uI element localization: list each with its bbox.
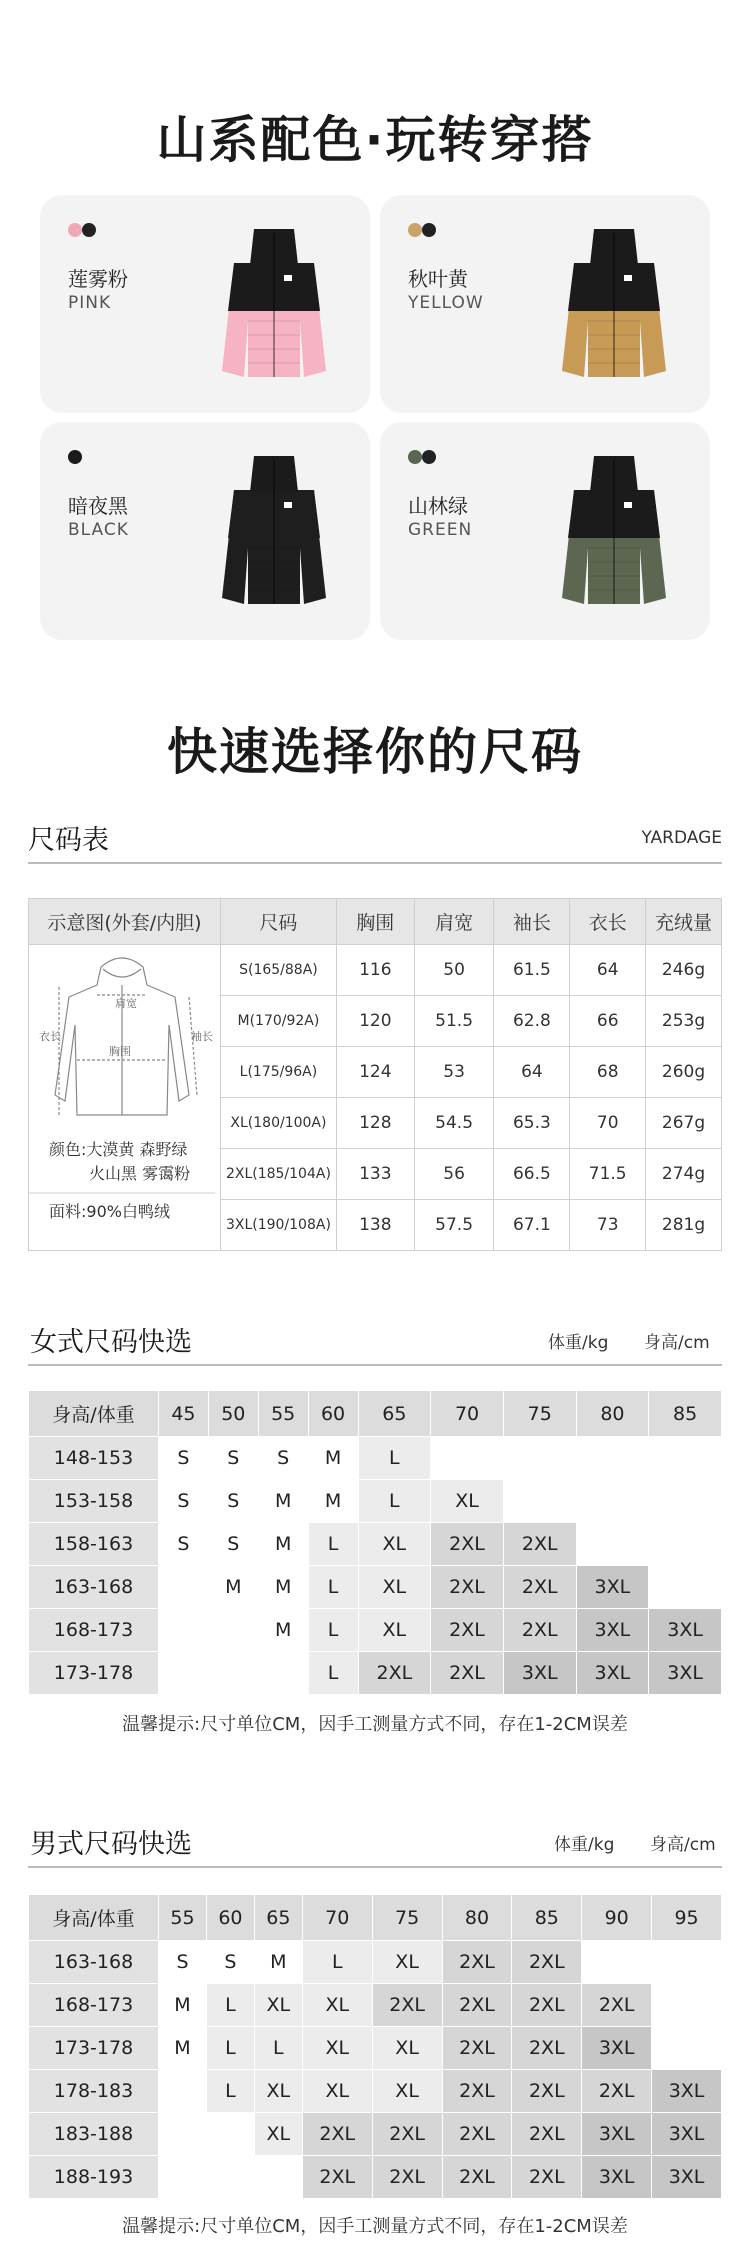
color-name-cn: 莲雾粉: [68, 267, 128, 291]
size-recommendation-cell: 2XL: [582, 2070, 652, 2113]
size-recommendation-cell: XL: [431, 1480, 504, 1523]
table-row: [29, 2070, 722, 2113]
size-recommendation-cell: 2XL: [442, 2027, 512, 2070]
length-cell: 66: [570, 996, 646, 1047]
header-sleeve: 袖长: [494, 899, 570, 945]
size-recommendation-cell: 2XL: [512, 1941, 582, 1984]
women-heading: 女式尺码快选: [30, 1327, 192, 1358]
chest-cell: 138: [336, 1200, 414, 1251]
size-recommendation-cell: XL: [372, 2070, 442, 2113]
swatch-dot-secondary: [82, 223, 96, 237]
label-length: 衣长: [39, 1030, 61, 1043]
size-recommendation-cell: 2XL: [358, 1652, 431, 1695]
color-card-yellow[interactable]: [380, 195, 710, 413]
size-cell: 2XL(185/104A): [220, 1149, 336, 1200]
size-recommendation-cell: XL: [254, 1984, 302, 2027]
men-tip: 温馨提示:尺寸单位CM，因手工测量方式不同，存在1-2CM误差: [122, 2216, 628, 2237]
size-recommendation-cell: XL: [358, 1566, 431, 1609]
swatch-dot-primary: [408, 223, 422, 237]
size-recommendation-cell: 3XL: [582, 2156, 652, 2199]
women-tip: 温馨提示:尺寸单位CM，因手工测量方式不同，存在1-2CM误差: [122, 1714, 628, 1735]
weight-header: 60: [206, 1895, 254, 1941]
men-size-table: [28, 1894, 722, 2199]
size-recommendation-cell: XL: [358, 1609, 431, 1652]
women-size-table: [28, 1390, 722, 1695]
puffer-jacket-image: [544, 448, 684, 608]
chest-cell: 120: [336, 996, 414, 1047]
color-card-green[interactable]: [380, 422, 710, 640]
size-recommendation-cell: 2XL: [302, 2156, 372, 2199]
height-range-cell: 183-188: [29, 2113, 159, 2156]
shoulder-cell: 50: [414, 945, 494, 996]
size-recommendation-cell: 2XL: [302, 2113, 372, 2156]
size-recommendation-cell: 3XL: [652, 2113, 722, 2156]
size-recommendation-cell: S: [208, 1523, 258, 1566]
size-recommendation-cell: S: [159, 1480, 209, 1523]
size-recommendation-cell: 2XL: [512, 2070, 582, 2113]
table-row: [29, 1609, 722, 1652]
fill-cell: 260g: [646, 1047, 722, 1098]
size-recommendation-cell: M: [258, 1566, 308, 1609]
size-recommendation-cell: 2XL: [512, 2113, 582, 2156]
color-name-cn: 山林绿: [408, 494, 468, 518]
weight-header: 50: [208, 1391, 258, 1437]
divider: [28, 1364, 722, 1366]
size-recommendation-cell: 2XL: [431, 1609, 504, 1652]
weight-header: 70: [431, 1391, 504, 1437]
color-name-en: PINK: [68, 293, 112, 313]
size-recommendation-cell: [649, 1480, 722, 1523]
size-recommendation-cell: 2XL: [442, 2113, 512, 2156]
size-recommendation-cell: [206, 2113, 254, 2156]
size-recommendation-cell: [576, 1437, 649, 1480]
color-card-pink[interactable]: [40, 195, 370, 413]
table-header-row: [29, 1391, 722, 1437]
height-range-cell: 153-158: [29, 1480, 159, 1523]
weight-header: 75: [372, 1895, 442, 1941]
size-recommendation-cell: S: [159, 1941, 207, 1984]
length-cell: 71.5: [570, 1149, 646, 1200]
chest-cell: 133: [336, 1149, 414, 1200]
fill-cell: 281g: [646, 1200, 722, 1251]
shoulder-cell: 56: [414, 1149, 494, 1200]
size-recommendation-cell: 2XL: [503, 1523, 576, 1566]
weight-header: 80: [576, 1391, 649, 1437]
size-recommendation-cell: 2XL: [372, 2156, 442, 2199]
size-recommendation-cell: XL: [372, 1941, 442, 1984]
size-recommendation-cell: [582, 1941, 652, 1984]
height-unit-label: 身高/cm: [644, 1333, 710, 1353]
yardage-heading: 尺码表: [28, 825, 109, 856]
size-recommendation-cell: M: [159, 1984, 207, 2027]
size-recommendation-cell: XL: [254, 2070, 302, 2113]
size-recommendation-cell: [206, 2156, 254, 2199]
size-recommendation-cell: 2XL: [442, 1984, 512, 2027]
yardage-tag: YARDAGE: [641, 828, 722, 848]
divider: [28, 1866, 722, 1868]
size-recommendation-cell: S: [258, 1437, 308, 1480]
weight-header: 55: [159, 1895, 207, 1941]
size-recommendation-cell: 3XL: [576, 1609, 649, 1652]
weight-header: 55: [258, 1391, 308, 1437]
size-recommendation-cell: 3XL: [582, 2113, 652, 2156]
size-recommendation-cell: [503, 1437, 576, 1480]
color-name-en: GREEN: [408, 520, 473, 540]
swatch-dot-primary: [68, 450, 82, 464]
table-row: [29, 945, 722, 996]
length-cell: 73: [570, 1200, 646, 1251]
table-row: [29, 1566, 722, 1609]
corner-label: 身高/体重: [29, 1391, 159, 1437]
size-recommendation-cell: XL: [254, 2113, 302, 2156]
yardage-table: [28, 898, 722, 1251]
size-recommendation-cell: [208, 1652, 258, 1695]
height-unit-label: 身高/cm: [650, 1835, 716, 1855]
size-recommendation-cell: [503, 1480, 576, 1523]
page-title: 山系配色·玩转穿搭: [156, 111, 594, 169]
puffer-jacket-image: [544, 221, 684, 381]
size-recommendation-cell: L: [206, 2070, 254, 2113]
size-recommendation-cell: 3XL: [576, 1652, 649, 1695]
swatch-dot-secondary: [422, 450, 436, 464]
size-recommendation-cell: 2XL: [431, 1566, 504, 1609]
size-recommendation-cell: S: [208, 1437, 258, 1480]
height-range-cell: 188-193: [29, 2156, 159, 2199]
size-recommendation-cell: L: [206, 1984, 254, 2027]
table-row: [29, 1941, 722, 1984]
table-row: [29, 1984, 722, 2027]
size-recommendation-cell: 2XL: [512, 1984, 582, 2027]
size-recommendation-cell: [431, 1437, 504, 1480]
height-range-cell: 158-163: [29, 1523, 159, 1566]
colors-line1: 颜色:大漠黄 森野绿: [49, 1140, 188, 1159]
label-chest: 胸围: [109, 1045, 131, 1058]
length-cell: 68: [570, 1047, 646, 1098]
size-recommendation-cell: 2XL: [582, 1984, 652, 2027]
size-recommendation-cell: [159, 1609, 209, 1652]
size-recommendation-cell: 3XL: [582, 2027, 652, 2070]
table-header-row: [29, 899, 722, 945]
weight-header: 70: [302, 1895, 372, 1941]
size-recommendation-cell: L: [308, 1523, 358, 1566]
weight-header: 80: [442, 1895, 512, 1941]
height-range-cell: 168-173: [29, 1984, 159, 2027]
header-shoulder: 肩宽: [414, 899, 494, 945]
weight-header: 65: [358, 1391, 431, 1437]
weight-header: 85: [649, 1391, 722, 1437]
size-recommendation-cell: XL: [302, 2070, 372, 2113]
fill-cell: 246g: [646, 945, 722, 996]
table-row: [29, 2156, 722, 2199]
sleeve-cell: 62.8: [494, 996, 570, 1047]
height-range-cell: 163-168: [29, 1941, 159, 1984]
table-row: [29, 1437, 722, 1480]
size-recommendation-cell: S: [208, 1480, 258, 1523]
table-row: [29, 1523, 722, 1566]
shoulder-cell: 54.5: [414, 1098, 494, 1149]
size-recommendation-cell: [649, 1523, 722, 1566]
color-name-en: BLACK: [68, 520, 129, 540]
puffer-jacket-image: [204, 221, 344, 381]
size-recommendation-cell: 2XL: [431, 1523, 504, 1566]
size-cell: 3XL(190/108A): [220, 1200, 336, 1251]
size-recommendation-cell: L: [206, 2027, 254, 2070]
header-fill: 充绒量: [646, 899, 722, 945]
header-size: 尺码: [220, 899, 336, 945]
chest-cell: 128: [336, 1098, 414, 1149]
size-recommendation-cell: [208, 1609, 258, 1652]
table-row: [29, 1480, 722, 1523]
height-range-cell: 168-173: [29, 1609, 159, 1652]
header-length: 衣长: [570, 899, 646, 945]
size-recommendation-cell: [159, 2070, 207, 2113]
table-row: [29, 2027, 722, 2070]
size-recommendation-cell: 3XL: [576, 1566, 649, 1609]
size-recommendation-cell: [159, 1652, 209, 1695]
size-recommendation-cell: XL: [302, 1984, 372, 2027]
swatch-dot-secondary: [422, 223, 436, 237]
size-recommendation-cell: M: [258, 1480, 308, 1523]
length-cell: 70: [570, 1098, 646, 1149]
jacket-outline-diagram: [29, 945, 215, 1245]
sleeve-cell: 67.1: [494, 1200, 570, 1251]
label-shoulder: 肩宽: [115, 997, 137, 1010]
shoulder-cell: 51.5: [414, 996, 494, 1047]
size-cell: M(170/92A): [220, 996, 336, 1047]
size-recommendation-cell: 2XL: [372, 2113, 442, 2156]
size-recommendation-cell: 2XL: [431, 1652, 504, 1695]
size-cell: S(165/88A): [220, 945, 336, 996]
size-section-title: 快速选择你的尺码: [167, 723, 583, 781]
size-recommendation-cell: 3XL: [503, 1652, 576, 1695]
size-recommendation-cell: XL: [302, 2027, 372, 2070]
weight-header: 85: [512, 1895, 582, 1941]
size-recommendation-cell: L: [302, 1941, 372, 1984]
size-recommendation-cell: [159, 2156, 207, 2199]
chest-cell: 124: [336, 1047, 414, 1098]
puffer-jacket-image: [204, 448, 344, 608]
men-heading: 男式尺码快选: [30, 1829, 192, 1860]
size-recommendation-cell: M: [208, 1566, 258, 1609]
weight-header: 90: [582, 1895, 652, 1941]
divider: [28, 862, 722, 864]
size-recommendation-cell: [254, 2156, 302, 2199]
size-recommendation-cell: L: [308, 1566, 358, 1609]
chest-cell: 116: [336, 945, 414, 996]
table-row: [29, 2113, 722, 2156]
size-recommendation-cell: 2XL: [512, 2156, 582, 2199]
header-diagram: 示意图(外套/内胆): [29, 899, 221, 945]
size-recommendation-cell: 3XL: [649, 1652, 722, 1695]
size-recommendation-cell: 2XL: [512, 2027, 582, 2070]
size-recommendation-cell: M: [308, 1437, 358, 1480]
fill-cell: 267g: [646, 1098, 722, 1149]
size-recommendation-cell: 3XL: [649, 1609, 722, 1652]
size-recommendation-cell: 2XL: [372, 1984, 442, 2027]
size-recommendation-cell: [652, 1941, 722, 1984]
size-recommendation-cell: [159, 1566, 209, 1609]
size-recommendation-cell: L: [254, 2027, 302, 2070]
color-name-cn: 暗夜黑: [68, 494, 128, 518]
size-recommendation-cell: [652, 1984, 722, 2027]
color-name-cn: 秋叶黄: [408, 267, 468, 291]
size-recommendation-cell: [258, 1652, 308, 1695]
swatch-dot-primary: [408, 450, 422, 464]
fill-cell: 274g: [646, 1149, 722, 1200]
size-recommendation-cell: M: [258, 1523, 308, 1566]
height-range-cell: 163-168: [29, 1566, 159, 1609]
height-range-cell: 178-183: [29, 2070, 159, 2113]
height-range-cell: 173-178: [29, 2027, 159, 2070]
weight-header: 45: [159, 1391, 209, 1437]
size-recommendation-cell: [159, 2113, 207, 2156]
color-card-black[interactable]: [40, 422, 370, 640]
size-recommendation-cell: S: [159, 1523, 209, 1566]
size-recommendation-cell: S: [159, 1437, 209, 1480]
size-recommendation-cell: M: [159, 2027, 207, 2070]
size-recommendation-cell: [576, 1480, 649, 1523]
table-header-row: [29, 1895, 722, 1941]
size-recommendation-cell: S: [206, 1941, 254, 1984]
size-recommendation-cell: M: [258, 1609, 308, 1652]
weight-header: 65: [254, 1895, 302, 1941]
size-recommendation-cell: 3XL: [652, 2156, 722, 2199]
size-recommendation-cell: M: [308, 1480, 358, 1523]
weight-unit-label: 体重/kg: [554, 1835, 615, 1855]
table-row: [29, 1652, 722, 1695]
size-cell: XL(180/100A): [220, 1098, 336, 1149]
colors-line2: 火山黑 雾霭粉: [89, 1164, 191, 1183]
size-recommendation-cell: 3XL: [652, 2070, 722, 2113]
corner-label: 身高/体重: [29, 1895, 159, 1941]
shoulder-cell: 57.5: [414, 1200, 494, 1251]
size-recommendation-cell: [649, 1437, 722, 1480]
fabric-label: 面料:90%白鸭绒: [49, 1202, 170, 1221]
size-recommendation-cell: L: [358, 1480, 431, 1523]
size-recommendation-cell: [649, 1566, 722, 1609]
swatch-dot-primary: [68, 223, 82, 237]
weight-header: 95: [652, 1895, 722, 1941]
sleeve-cell: 64: [494, 1047, 570, 1098]
fill-cell: 253g: [646, 996, 722, 1047]
color-name-en: YELLOW: [408, 293, 484, 313]
size-recommendation-cell: 2XL: [503, 1609, 576, 1652]
label-sleeve: 袖长: [191, 1030, 213, 1043]
size-cell: L(175/96A): [220, 1047, 336, 1098]
size-recommendation-cell: [652, 2027, 722, 2070]
size-recommendation-cell: [576, 1523, 649, 1566]
size-recommendation-cell: 2XL: [442, 2070, 512, 2113]
sleeve-cell: 66.5: [494, 1149, 570, 1200]
shoulder-cell: 53: [414, 1047, 494, 1098]
size-recommendation-cell: 2XL: [442, 2156, 512, 2199]
size-recommendation-cell: XL: [372, 2027, 442, 2070]
height-range-cell: 148-153: [29, 1437, 159, 1480]
size-recommendation-cell: L: [358, 1437, 431, 1480]
height-range-cell: 173-178: [29, 1652, 159, 1695]
sleeve-cell: 61.5: [494, 945, 570, 996]
length-cell: 64: [570, 945, 646, 996]
size-recommendation-cell: XL: [358, 1523, 431, 1566]
header-chest: 胸围: [336, 899, 414, 945]
weight-header: 75: [503, 1391, 576, 1437]
size-recommendation-cell: M: [254, 1941, 302, 1984]
size-recommendation-cell: 2XL: [442, 1941, 512, 1984]
weight-header: 60: [308, 1391, 358, 1437]
size-recommendation-cell: 2XL: [503, 1566, 576, 1609]
sleeve-cell: 65.3: [494, 1098, 570, 1149]
size-recommendation-cell: L: [308, 1652, 358, 1695]
measurement-diagram: [29, 945, 221, 1251]
size-recommendation-cell: L: [308, 1609, 358, 1652]
weight-unit-label: 体重/kg: [548, 1333, 609, 1353]
